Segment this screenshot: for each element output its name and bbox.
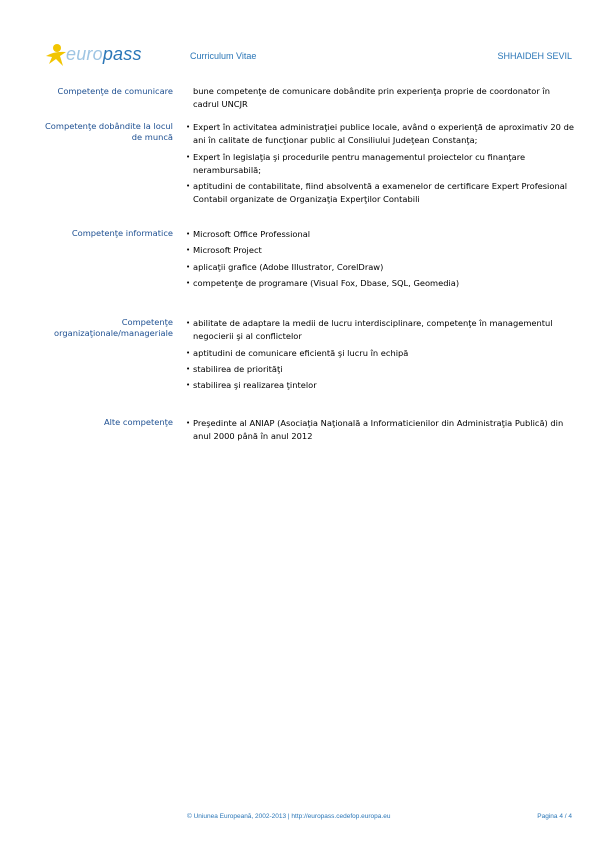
logo-wordmark: europass bbox=[66, 44, 142, 64]
section-content bbox=[186, 85, 578, 111]
section-content bbox=[186, 228, 578, 294]
list-item: • competenţe de programare (Visual Fox, Dbase, SQL, Geomedia) bbox=[186, 277, 578, 290]
list-item: • stabilirea de priorităţi bbox=[186, 363, 578, 376]
list-item: • aptitudini de comunicare eficientă şi lucru în echipă bbox=[186, 347, 578, 360]
list-item: • Preşedinte al ANIAP (Asociaţia Naţională a Informaticienilor din Administraţia Publică) din anul 2000 până în anul 2012 bbox=[186, 417, 578, 443]
list-item: • Expert în legislaţia şi procedurile pentru managementul proiectelor cu finanţare nerambursabilă; bbox=[186, 151, 578, 177]
section-content bbox=[186, 417, 578, 447]
list-item: • Microsoft Project bbox=[186, 244, 578, 257]
section-content bbox=[186, 121, 578, 210]
section-content bbox=[186, 317, 578, 396]
footer-copyright: © Uniunea Europeană, 2002-2013 | http://europass.cedefop.europa.eu bbox=[187, 813, 391, 820]
page-header bbox=[0, 0, 605, 80]
europass-logo bbox=[44, 42, 144, 68]
section-label: Competenţe informatice bbox=[71, 228, 173, 238]
section-label: Competenţe organizaţionale/manageriale bbox=[54, 317, 173, 338]
list-item: • aplicaţii grafice (Adobe Illustrator, CorelDraw) bbox=[186, 261, 578, 274]
section-label: Competenţe de comunicare bbox=[57, 86, 173, 96]
list-item: • stabilirea şi realizarea ţintelor bbox=[186, 379, 578, 392]
page-number: Pagina 4 / 4 bbox=[537, 813, 572, 820]
list-item: • abilitate de adaptare la medii de lucru interdisciplinare, competenţe în managementul negocierii şi al conflictelor bbox=[186, 317, 578, 343]
section-text: bune competenţe de comunicare dobândite prin experienţa proprie de coordonator în cadrul UNCJR bbox=[193, 86, 550, 110]
person-name: SHHAIDEH SEVIL bbox=[497, 51, 572, 61]
list-item: • Microsoft Office Professional bbox=[186, 228, 578, 241]
section-label: Competenţe dobândite la locul de muncă bbox=[45, 121, 173, 142]
document-title: Curriculum Vitae bbox=[190, 51, 257, 61]
section-label: Alte competenţe bbox=[103, 417, 173, 427]
list-item: • Expert în activitatea administraţiei publice locale, având o experienţă de aproximativ 20 de ani în calitate de funcţionar public al Consiliului Judeţean Constanţa; bbox=[186, 121, 578, 147]
list-item: • aptitudini de contabilitate, fiind absolventă a examenelor de certificare Expert Profesional Contabil organizate de Organizaţia Experţilor Contabili bbox=[186, 180, 578, 206]
